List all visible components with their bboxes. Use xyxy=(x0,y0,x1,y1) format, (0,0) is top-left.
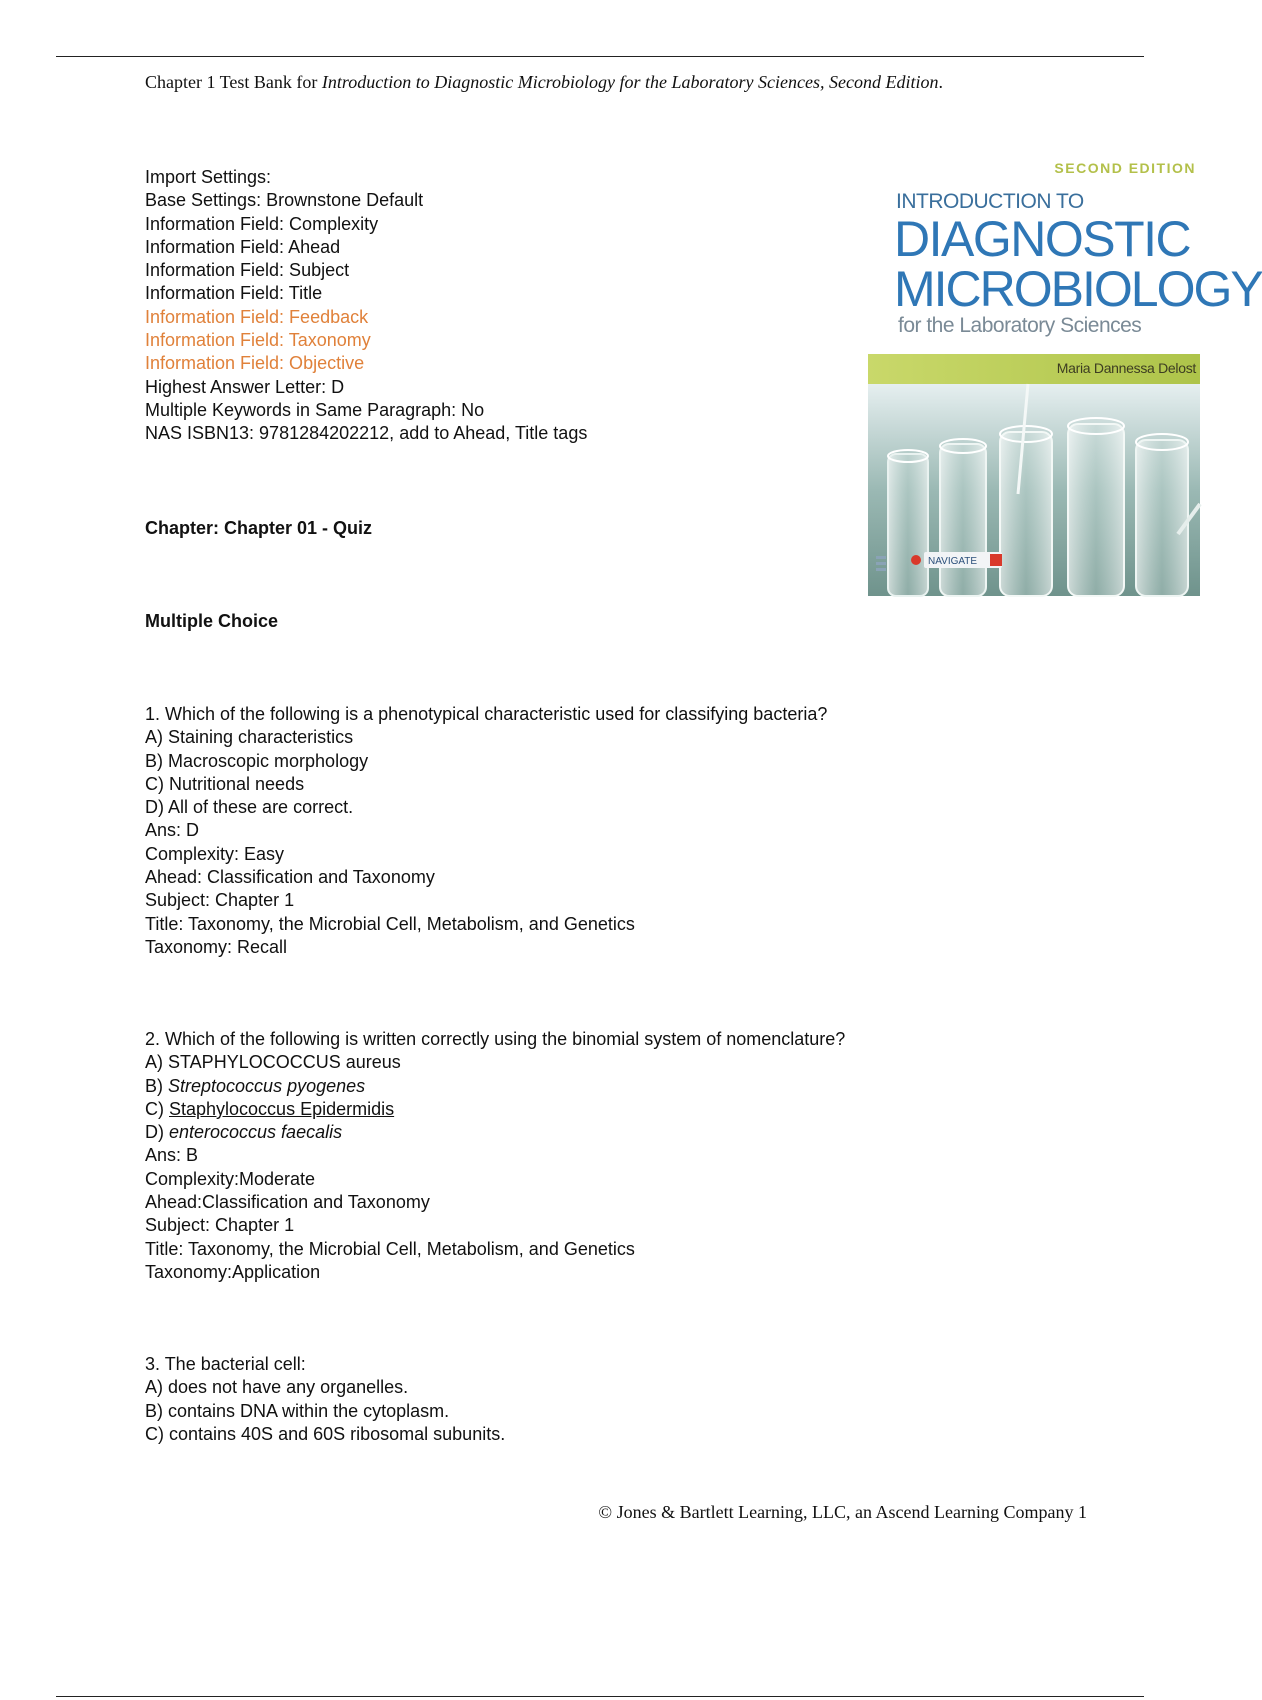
settings-line-highlight: Information Field: Objective xyxy=(145,353,365,374)
cover-intro: INTRODUCTION TO xyxy=(896,190,1084,213)
option-letter: A) xyxy=(145,1052,169,1073)
question-text: 2. Which of the following is written correctly using the binomial system of nomenclature? xyxy=(145,1029,846,1049)
cover-author: Maria Dannessa Delost xyxy=(1056,360,1196,376)
settings-line: Highest Answer Letter: D xyxy=(145,376,345,397)
cover-subtitle: for the Laboratory Sciences xyxy=(898,314,1142,337)
import-settings xyxy=(145,166,587,446)
question-meta: Taxonomy: Recall xyxy=(145,936,288,957)
answer-option xyxy=(145,1051,845,1074)
answer-option xyxy=(145,1121,845,1144)
question-meta: Complexity: Easy xyxy=(145,843,285,864)
question-text: 1. Which of the following is a phenotypical characteristic used for classifying bacteria? xyxy=(145,704,828,724)
settings-line-highlight: Information Field: Taxonomy xyxy=(145,330,371,351)
question-meta: Subject: Chapter 1 xyxy=(145,890,295,911)
cover-edition: SECOND EDITION xyxy=(1054,160,1196,176)
settings-line: Import Settings: xyxy=(145,167,272,187)
settings-line: Multiple Keywords in Same Paragraph: No xyxy=(145,399,485,420)
question-meta: Complexity:Moderate xyxy=(145,1168,316,1189)
bottom-rule xyxy=(56,1696,1144,1697)
top-rule xyxy=(56,56,1144,57)
question-meta: Title: Taxonomy, the Microbial Cell, Metabolism, and Genetics xyxy=(145,1238,635,1259)
settings-line: Information Field: Subject xyxy=(145,260,350,281)
option-text: STAPHYLOCOCCUS aureus xyxy=(168,1052,401,1073)
settings-line: Information Field: Title xyxy=(145,283,323,304)
option-text: enterococcus faecalis xyxy=(169,1122,343,1143)
copyright-footer: © Jones & Bartlett Learning, LLC, an Ascend Learning Company 1 xyxy=(598,1502,1087,1522)
settings-line: Information Field: Complexity xyxy=(145,213,379,234)
question-2 xyxy=(145,1028,845,1284)
option-text: Staphylococcus Epidermidis xyxy=(169,1098,395,1119)
chapter-heading xyxy=(145,517,372,540)
chapter-heading-text: Chapter: Chapter 01 - Quiz xyxy=(145,518,373,538)
section-heading xyxy=(145,610,278,633)
cover-lab-photo xyxy=(868,384,1200,596)
answer-option: B) contains DNA within the cytoplasm. xyxy=(145,1400,450,1421)
answer-option xyxy=(145,1075,845,1098)
book-cover-image xyxy=(868,156,1262,596)
settings-line: Base Settings: Brownstone Default xyxy=(145,190,424,211)
answer-option: A) does not have any organelles. xyxy=(145,1377,409,1398)
cover-title-line2: MICROBIOLOGY xyxy=(894,261,1262,317)
option-text: Streptococcus pyogenes xyxy=(168,1075,366,1096)
header-prefix: Chapter 1 Test Bank for xyxy=(145,72,322,92)
question-meta: Subject: Chapter 1 xyxy=(145,1215,295,1236)
page-header xyxy=(145,72,1145,93)
answer-option xyxy=(145,1098,845,1121)
settings-line: Information Field: Ahead xyxy=(145,236,341,257)
cover-title-line1: DIAGNOSTIC xyxy=(894,211,1191,267)
answer-option: D) All of these are correct. xyxy=(145,797,354,818)
option-letter: D) xyxy=(145,1122,169,1143)
answer-option: B) Macroscopic morphology xyxy=(145,750,369,771)
answer-option: C) Nutritional needs xyxy=(145,773,305,794)
settings-line: NAS ISBN13: 9781284202212, add to Ahead, Title tags xyxy=(145,423,588,444)
navigate-badge-label: NAVIGATE xyxy=(928,556,978,567)
settings-line-highlight: Information Field: Feedback xyxy=(145,306,369,327)
answer-option: C) contains 40S and 60S ribosomal subunits. xyxy=(145,1423,506,1444)
header-suffix: . xyxy=(938,72,943,92)
answer-key: Ans: B xyxy=(145,1145,199,1166)
answer-key: Ans: D xyxy=(145,820,200,841)
question-meta: Title: Taxonomy, the Microbial Cell, Metabolism, and Genetics xyxy=(145,913,635,934)
section-heading-text: Multiple Choice xyxy=(145,611,279,631)
question-meta: Taxonomy:Application xyxy=(145,1261,321,1282)
question-3 xyxy=(145,1353,505,1446)
question-meta: Ahead: Classification and Taxonomy xyxy=(145,867,435,888)
question-meta: Ahead:Classification and Taxonomy xyxy=(145,1192,430,1213)
option-letter: C) xyxy=(145,1098,169,1119)
question-1 xyxy=(145,703,827,959)
header-book-title: Introduction to Diagnostic Microbiology for the Laboratory Sciences, Second Edition xyxy=(321,72,939,92)
answer-option: A) Staining characteristics xyxy=(145,727,354,748)
option-letter: B) xyxy=(145,1075,169,1096)
question-text: 3. The bacterial cell: xyxy=(145,1354,306,1374)
